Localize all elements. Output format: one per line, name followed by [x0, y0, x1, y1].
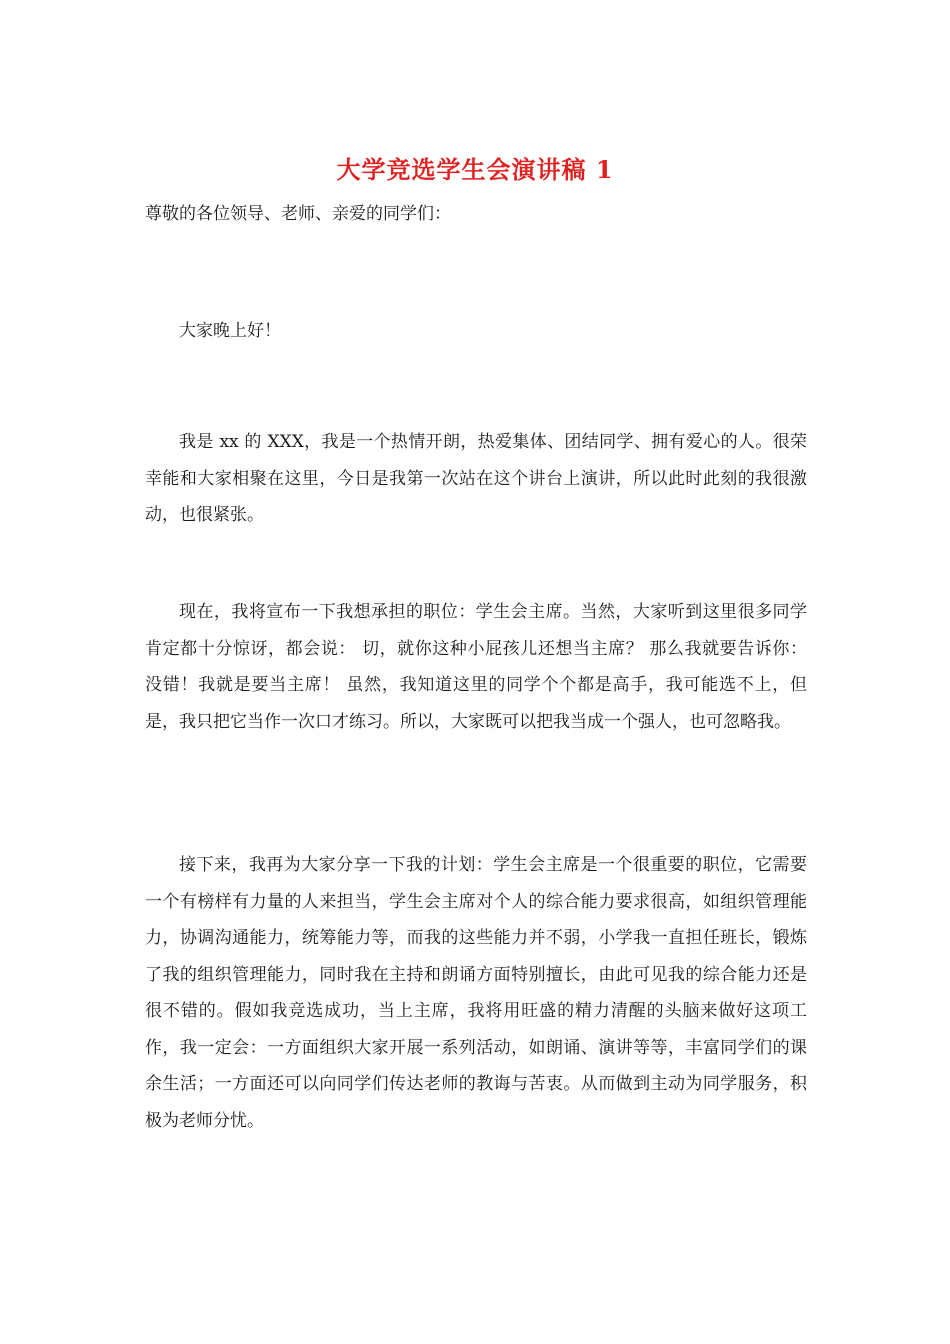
paragraph-position: 现在，我将宣布一下我想承担的职位：学生会主席。当然，大家听到这里很多同学肯定都十分惊讶，都会说： 切，就你这种小屁孩儿还想当主席？ 那么我就要告诉你： 没错！我就是要当主席！ 虽然，我知道这里的同学个个都是高手，我可能选不上，但是，我只把它当作一次口才练习。所以，大家既可以把我当成一个强人，也可忽略我。 — [145, 602, 807, 732]
salutation: 尊敬的各位领导、老师、亲爱的同学们： — [145, 204, 451, 224]
paragraph-introduction: 我是 xx 的 XXX，我是一个热情开朗，热爱集体、团结同学、拥有爱心的人。很荣幸能和大家相聚在这里，今日是我第一次站在这个讲台上演讲，所以此时此刻的我很激动，也很紧张。 — [145, 432, 807, 525]
document-title: 大学竞选学生会演讲稿 1 — [336, 155, 614, 184]
paragraph-greeting: 大家晚上好！ — [179, 321, 281, 341]
paragraph-plan: 接下来，我再为大家分享一下我的计划：学生会主席是一个很重要的职位，它需要一个有榜样有力量的人来担当，学生会主席对个人的综合能力要求很高，如组织管理能力，协调沟通能力，统筹能力等，而我的这些能力并不弱，小学我一直担任班长，锻炼了我的组织管理能力，同时我在主持和朗诵方面特别擅长，由此可见我的综合能力还是很不错的。假如我竞选成功，当上主席，我将用旺盛的精力清醒的头脑来做好这项工作，我一定会：一方面组织大家开展一系列活动，如朗诵、演讲等等，丰富同学们的课余生活；一方面还可以向同学们传达老师的教诲与苦衷。从而做到主动为同学服务，积极为老师分忧。 — [145, 855, 807, 1131]
